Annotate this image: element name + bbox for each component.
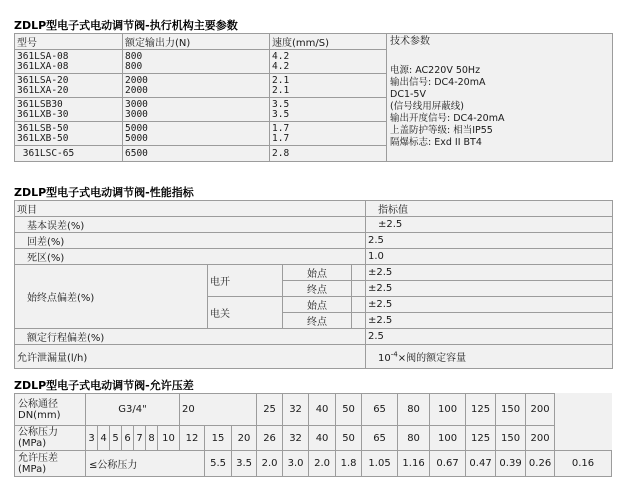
dn-value: 65 [362, 394, 398, 426]
model: 361LSA-08 [17, 50, 69, 62]
model: 361LSB30 [17, 98, 63, 110]
dn-value: 32 [283, 394, 309, 426]
dp-value: 1.16 [398, 451, 430, 477]
force: 3000 [125, 98, 148, 110]
pn-value: 40 [309, 426, 336, 451]
force: 5000 [125, 132, 148, 144]
pn-value: 65 [362, 426, 398, 451]
pn-value: 100 [430, 426, 466, 451]
header-item: 项目 [15, 201, 366, 217]
dn-label: 公称通径 [18, 398, 58, 410]
pn-value: 32 [283, 426, 309, 451]
pn-value: 3 [86, 426, 98, 451]
dp-label: 允许压差 [18, 452, 58, 464]
tech-param: 输出信号: DC4-20mA [390, 77, 486, 88]
force: 800 [125, 50, 143, 62]
close-start-value: ±2.5 [366, 297, 613, 313]
speed: 2.1 [272, 84, 290, 96]
pn-label: 公称压力 [18, 427, 58, 438]
pn-value: 20 [232, 426, 257, 451]
dp-value: 0.16 [555, 451, 612, 477]
header-model: 型号 [15, 34, 123, 50]
dp-value: 0.39 [496, 451, 526, 477]
tech-param: DC1-5V [390, 89, 426, 100]
leakage-value: $10^{-4}\times$阀的额定容量 [366, 345, 613, 369]
model: 361LXA-08 [17, 60, 69, 72]
speed: 3.5 [272, 98, 290, 110]
pn-value: 5 [110, 426, 122, 451]
speed: 2.8 [270, 146, 387, 162]
dp-value: 0.67 [430, 451, 466, 477]
close-end-value: ±2.5 [366, 313, 613, 329]
pn-value: 50 [336, 426, 362, 451]
rated-travel-label: 额定行程偏差(%) [15, 329, 366, 345]
pn-value: 6 [122, 426, 134, 451]
speed: 1.7 [272, 122, 290, 134]
table-row [15, 265, 613, 281]
pn-value: 7 [134, 426, 146, 451]
hysteresis-value: 2.5 [366, 233, 613, 249]
dn-value: 25 [257, 394, 283, 426]
table-row [15, 217, 613, 233]
dn-unit: DN(mm) [18, 409, 61, 421]
dp-first: ≤公称压力 [86, 451, 205, 477]
section2-title: ZDLP型电子式电动调节阀-性能指标 [14, 186, 194, 199]
leakage-label: 允许泄漏量(l/h) [15, 345, 366, 369]
dn-value: 50 [336, 394, 362, 426]
end-label: 终点 [283, 281, 352, 297]
table-row [15, 249, 613, 265]
pn-value: 125 [466, 426, 496, 451]
pn-value: 200 [526, 426, 555, 451]
force: 2000 [125, 74, 148, 86]
dp-value: 2.0 [257, 451, 283, 477]
force: 6500 [123, 146, 270, 162]
pn-value: 10 [158, 426, 180, 451]
dn-value: 80 [398, 394, 430, 426]
model: 361LXB-30 [17, 108, 69, 120]
basic-error-label: 基本误差(%) [15, 217, 366, 233]
table-row [15, 394, 612, 426]
dp-value: 0.26 [526, 451, 555, 477]
table-row [15, 451, 612, 477]
dn-value: 100 [430, 394, 466, 426]
model: 361LSA-20 [17, 74, 69, 86]
force: 2000 [125, 84, 148, 96]
force: 5000 [125, 122, 148, 134]
tech-param: 电源: AC220V 50Hz [390, 65, 481, 76]
model: 361LXB-50 [17, 132, 69, 144]
performance-table [14, 200, 613, 369]
pn-value: 8 [146, 426, 158, 451]
header-tech: 技术参数 [390, 36, 430, 47]
actuator-params-table [14, 33, 613, 162]
dp-value: 5.5 [205, 451, 232, 477]
table-row [15, 233, 613, 249]
dp-value: 3.0 [283, 451, 309, 477]
basic-error-value: ±2.5 [366, 217, 613, 233]
dn-value: 40 [309, 394, 336, 426]
hysteresis-label: 回差(%) [15, 233, 366, 249]
pn-value: 15 [205, 426, 232, 451]
dp-value: 2.0 [309, 451, 336, 477]
speed: 4.2 [272, 50, 290, 62]
force: 800 [125, 60, 143, 72]
dn-value: 125 [466, 394, 496, 426]
tech-params-cell [387, 34, 613, 162]
table-row [15, 329, 613, 345]
section3-title: ZDLP型电子式电动调节阀-允许压差 [14, 379, 194, 392]
dn-first: G3/4" [86, 394, 180, 426]
dp-value: 0.47 [466, 451, 496, 477]
tech-param: (信号线用屏蔽线) [390, 101, 464, 112]
section1-title: ZDLP型电子式电动调节阀-执行机构主要参数 [14, 19, 238, 32]
header-speed: 速度(mm/S) [270, 34, 387, 50]
pn-value: 26 [257, 426, 283, 451]
model: 361LSB-50 [17, 122, 69, 134]
dp-value: 3.5 [232, 451, 257, 477]
dn-value: 150 [496, 394, 526, 426]
start-label: 始点 [283, 297, 352, 313]
open-end-value: ±2.5 [366, 281, 613, 297]
open-label: 电开 [208, 265, 283, 297]
pn-value: 12 [180, 426, 205, 451]
pn-value: 4 [98, 426, 110, 451]
dead-zone-value: 1.0 [366, 249, 613, 265]
header-force: 额定输出力(N) [123, 34, 270, 50]
open-start-value: ±2.5 [366, 265, 613, 281]
force: 3000 [125, 108, 148, 120]
dn-value: 200 [526, 394, 555, 426]
dp-value: 1.05 [362, 451, 398, 477]
start-label: 始点 [283, 265, 352, 281]
start-end-label: 始终点偏差(%) [15, 265, 208, 329]
dead-zone-label: 死区(%) [15, 249, 366, 265]
dn-value: 20 [180, 394, 257, 426]
pn-value: 150 [496, 426, 526, 451]
tech-param: 输出开度信号: DC4-20mA [390, 113, 505, 124]
speed: 2.1 [272, 74, 290, 86]
tech-param: 隔爆标志: Exd II BT4 [390, 137, 482, 148]
model: 361LSC-65 [15, 146, 123, 162]
table-row [15, 426, 612, 451]
end-label: 终点 [283, 313, 352, 329]
rated-travel-value: 2.5 [366, 329, 613, 345]
header-value: 指标值 [366, 201, 613, 217]
speed: 3.5 [272, 108, 290, 120]
table-row [15, 345, 613, 369]
speed: 1.7 [272, 132, 290, 144]
model: 361LXA-20 [17, 84, 69, 96]
tech-param: 上盖防护等级: 相当IP55 [390, 125, 493, 136]
speed: 4.2 [272, 60, 290, 72]
dp-unit: (MPa) [18, 463, 47, 475]
pn-value: 80 [398, 426, 430, 451]
pn-unit: (MPa) [18, 438, 47, 449]
pressure-diff-table [14, 393, 612, 477]
close-label: 电关 [208, 297, 283, 329]
dp-value: 1.8 [336, 451, 362, 477]
